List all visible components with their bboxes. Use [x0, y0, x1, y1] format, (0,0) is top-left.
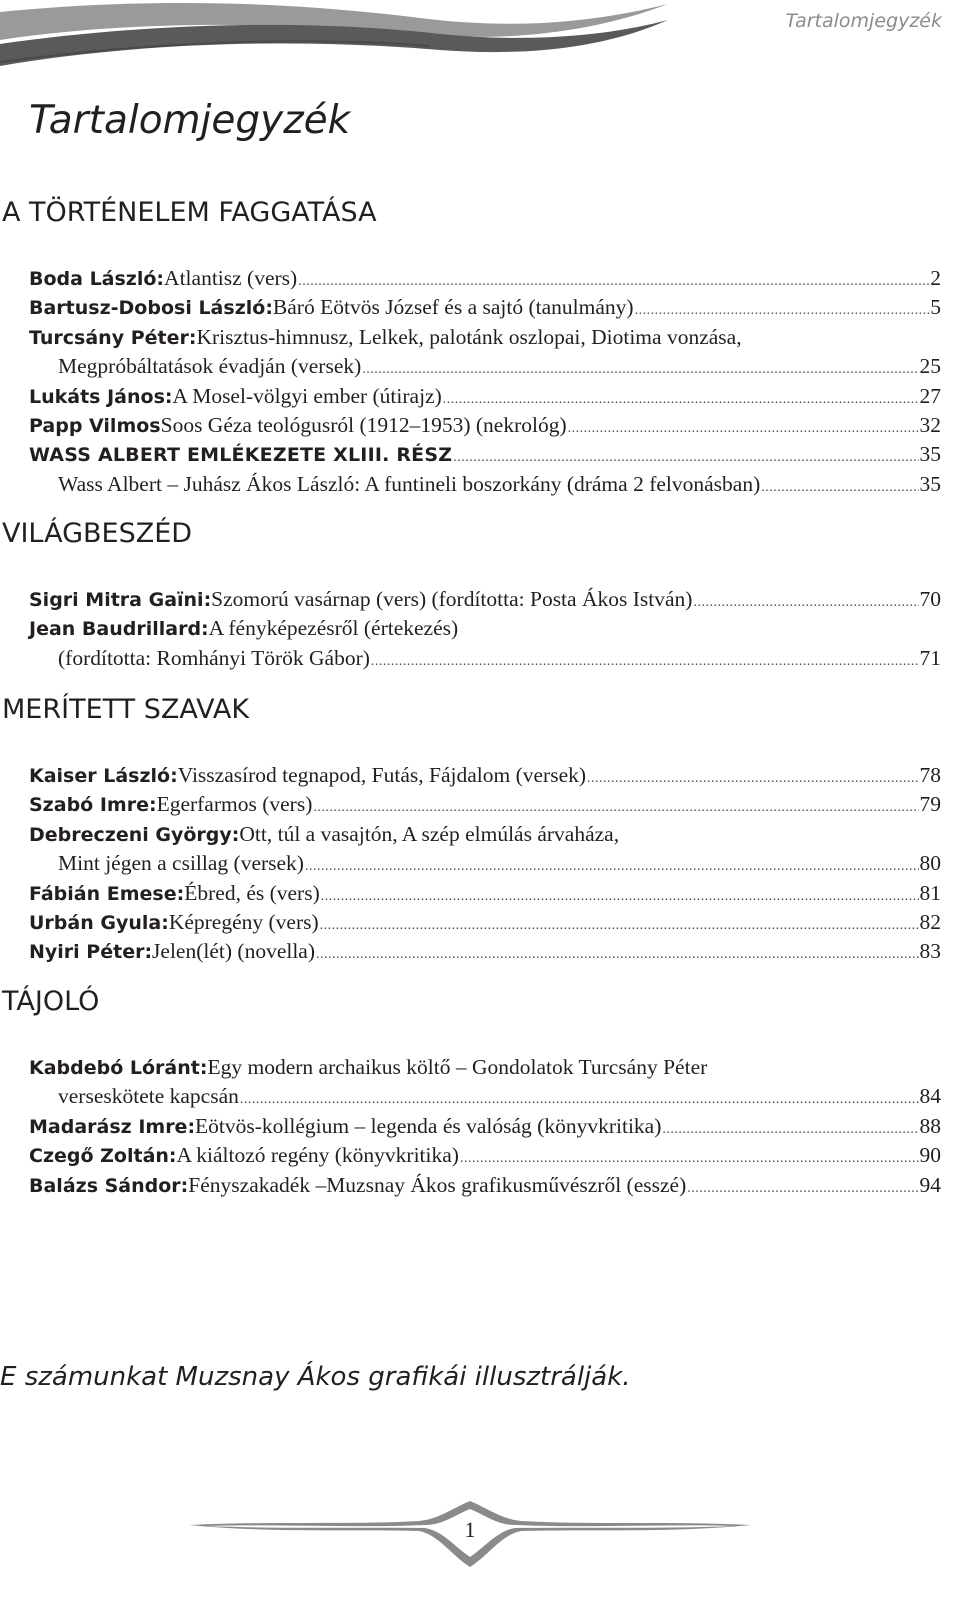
entry-author: Bartusz-Dobosi László: — [29, 297, 273, 320]
entry-series-heading: WASS ALBERT EMLÉKEZETE XLIII. RÉSZ — [29, 444, 453, 467]
entry-page: 27 — [919, 383, 941, 408]
entry-author: Jean Baudrillard: — [29, 618, 209, 641]
dot-leader — [761, 473, 918, 502]
entry-page: 79 — [919, 792, 941, 817]
entry-title: A kiáltozó regény (könyvkritika) — [176, 1143, 459, 1168]
entry-title: Jelen(lét) (novella) — [152, 939, 316, 964]
entry-author: Debreczeni György: — [29, 823, 240, 846]
entry-author: Madarász Imre: — [29, 1115, 196, 1138]
toc-entries — [0, 264, 960, 499]
toc-entry-continuation[interactable] — [58, 644, 941, 673]
toc-entry[interactable] — [29, 264, 941, 293]
entry-title: Krisztus-himnusz, Lelkek, palotánk oszlopai, Diotima vonzása, — [196, 324, 742, 349]
toc-entry[interactable] — [29, 1171, 941, 1200]
entry-title: Egy modern archaikus költő – Gondolatok Turcsány Péter — [207, 1055, 708, 1079]
dot-leader — [693, 588, 918, 617]
page-title: Tartalomjegyzék — [29, 98, 351, 143]
entry-title: Egerfarmos (vers) — [156, 792, 313, 817]
entry-author: Sigri Mitra Gaïni: — [29, 589, 212, 611]
entry-title: Képregény (vers) — [168, 909, 319, 934]
toc-entry[interactable] — [29, 585, 941, 614]
dot-leader — [320, 911, 919, 940]
toc-entry[interactable] — [29, 908, 941, 937]
entry-title: A fényképezésről (értekezés) — [208, 616, 459, 641]
entry-page: 71 — [919, 645, 941, 670]
entry-title: Megpróbáltatások évadján (versek) — [58, 354, 362, 379]
dot-leader — [240, 1085, 919, 1114]
entry-page: 35 — [919, 471, 941, 496]
toc-entry[interactable] — [29, 614, 941, 643]
entry-title: Eötvös-kollégium – legenda és valóság (könyvkritika) — [195, 1113, 662, 1138]
toc-entry-continuation[interactable] — [58, 849, 941, 878]
section-tajolo — [0, 984, 960, 1200]
entry-title: Ott, túl a vasajtón, A szép elmúlás árvaháza, — [239, 821, 620, 846]
toc-entry-continuation[interactable] — [58, 470, 941, 499]
toc-entry[interactable] — [29, 937, 941, 966]
entry-title: Visszasírod tegnapod, Futás, Fájdalom (versek) — [177, 763, 587, 787]
illustration-credit-note: E számunkat Muzsnay Ákos grafikái illusztrálják. — [0, 1362, 631, 1392]
dot-leader — [687, 1174, 918, 1203]
entry-title: A Mosel-völgyi ember (útirajz) — [172, 383, 442, 408]
toc-entry[interactable] — [29, 820, 941, 849]
entry-title: Atlantisz (vers) — [164, 266, 298, 290]
section-title: TÁJOLÓ — [2, 986, 100, 1017]
entry-page: 88 — [919, 1113, 941, 1138]
section-tortenelem-faggatasa — [0, 195, 960, 499]
toc-entry-continuation[interactable] — [58, 352, 941, 381]
dot-leader — [568, 414, 919, 443]
entry-author: Nyiri Péter: — [29, 941, 153, 964]
entry-author: Szabó Imre: — [29, 794, 157, 817]
dot-leader — [371, 647, 919, 676]
entry-author: Balázs Sándor: — [29, 1174, 189, 1197]
toc-entries — [0, 761, 960, 967]
entry-page: 94 — [919, 1172, 941, 1197]
dot-leader — [313, 793, 918, 822]
entry-author: Kaiser László: — [29, 765, 178, 787]
entry-title: Ébred, és (vers) — [184, 880, 320, 905]
section-meritett-szavak — [0, 692, 960, 967]
toc-entries — [0, 585, 960, 673]
entry-title: (fordította: Romhányi Török Gábor) — [58, 645, 370, 670]
entry-title: Fényszakadék –Muzsnay Ákos grafikusművészről (esszé) — [188, 1172, 687, 1197]
entry-title: verseskötete kapcsán — [58, 1084, 239, 1109]
entry-title: Wass Albert – Juhász Ákos László: A funtineli boszorkány (dráma 2 felvonásban) — [58, 471, 761, 496]
toc-entry[interactable] — [29, 790, 941, 819]
toc-entry[interactable] — [29, 440, 941, 469]
dot-leader — [662, 1115, 918, 1144]
section-vilagbeszed — [0, 516, 960, 673]
toc-entry[interactable] — [29, 879, 941, 908]
dot-leader — [316, 940, 918, 969]
entry-page: 90 — [919, 1143, 941, 1168]
page-number: 1 — [464, 1517, 476, 1542]
section-title: MERÍTETT SZAVAK — [2, 694, 250, 725]
toc-entry[interactable] — [29, 1053, 941, 1082]
entry-page: 82 — [919, 909, 941, 934]
dot-leader — [587, 764, 918, 793]
toc-entry[interactable] — [29, 761, 941, 790]
entry-author: Kabdebó Lóránt: — [29, 1057, 208, 1079]
entry-title: Szomorú vasárnap (vers) (fordította: Posta Ákos István) — [211, 587, 693, 611]
dot-leader — [362, 355, 918, 384]
entry-page: 70 — [919, 587, 941, 611]
entry-author: Papp Vilmos — [29, 414, 161, 437]
entry-page: 84 — [919, 1084, 941, 1109]
entry-page: 83 — [919, 939, 941, 964]
entry-title: Báró Eötvös József és a sajtó (tanulmány) — [272, 295, 634, 320]
toc-entries — [0, 1053, 960, 1200]
entry-author: Urbán Gyula: — [29, 911, 169, 934]
toc-entry[interactable] — [29, 293, 941, 322]
toc-entry[interactable] — [29, 1141, 941, 1170]
running-head: Tartalomjegyzék — [785, 10, 942, 32]
dot-leader — [635, 296, 930, 325]
dot-leader — [443, 385, 919, 414]
toc-entry-continuation[interactable] — [58, 1082, 941, 1111]
dot-leader — [453, 443, 918, 472]
entry-page: 78 — [919, 763, 941, 787]
entry-page: 5 — [930, 295, 941, 320]
entry-page: 2 — [930, 266, 941, 290]
dot-leader — [305, 852, 919, 881]
section-title: A TÖRTÉNELEM FAGGATÁSA — [2, 197, 377, 228]
entry-page: 32 — [919, 412, 941, 437]
toc-entry[interactable] — [29, 323, 941, 352]
entry-author: Fábián Emese: — [29, 882, 185, 905]
dot-leader — [460, 1144, 919, 1173]
toc-entry[interactable] — [29, 1112, 941, 1141]
entry-page: 25 — [919, 354, 941, 379]
entry-page: 80 — [919, 851, 941, 876]
dot-leader — [298, 267, 929, 296]
entry-title: Soos Géza teológusról (1912–1953) (nekrológ) — [160, 412, 567, 437]
toc-entry[interactable] — [29, 411, 941, 440]
entry-author: Lukáts János: — [29, 385, 173, 408]
dot-leader — [321, 882, 919, 911]
entry-author: Czegő Zoltán: — [29, 1145, 177, 1168]
section-title: VILÁGBESZÉD — [2, 518, 193, 549]
entry-page: 81 — [919, 880, 941, 905]
entry-page: 35 — [919, 442, 941, 467]
entry-author: Boda László: — [29, 268, 165, 290]
header-swoosh-ornament — [0, 0, 690, 72]
toc-entry[interactable] — [29, 382, 941, 411]
entry-title: Mint jégen a csillag (versek) — [58, 851, 304, 876]
entry-author: Turcsány Péter: — [29, 326, 197, 349]
